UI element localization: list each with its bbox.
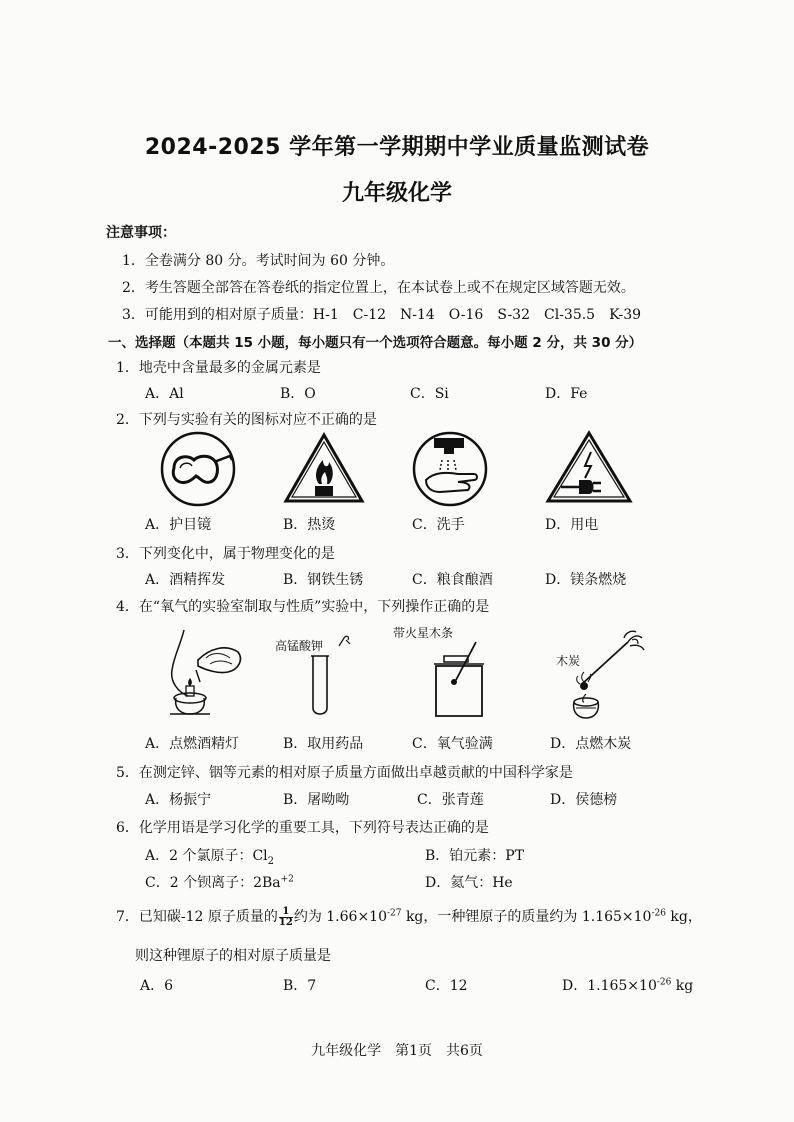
q1-option-a: A．Al [145,386,184,402]
q6-option-c: C．2 个钡离子：$2Ba^{+2}$ [145,874,294,891]
q7-option-a: A．6 [140,978,174,994]
page-footer: 九年级化学 第1页 共6页 [311,1043,483,1059]
q3-option-d: D．镁条燃烧 [545,572,627,588]
burning-charcoal-figure [572,628,652,720]
q3-stem: 3．下列变化中，属于物理变化的是 [116,546,335,562]
q6-option-d: D．氦气：He [425,875,513,891]
q3-option-b: B．钢铁生锈 [283,572,364,588]
note-item-1: 1．全卷满分 80 分。考试时间为 60 分钟。 [122,253,395,269]
q2-option-b: B．热烫 [283,517,336,533]
q3-option-c: C．粮食酿酒 [412,572,493,588]
q5-option-d: D．侯德榜 [550,792,618,808]
electricity-icon [545,430,633,504]
test-tube-figure [308,654,332,718]
q1-option-d: D．Fe [545,386,588,402]
hand-wash-icon [412,430,492,508]
spatula-icon [336,634,356,648]
q2-option-c: C．洗手 [412,517,465,533]
q5-option-a: A．杨振宁 [145,792,212,808]
q3-option-a: A．酒精挥发 [145,572,226,588]
q7-stem: 7．已知碳-12 原子质量的 $\frac{1}{12}$ 约为 $1.66\times 10^{-27}$ kg，一种锂原子的质量约为 $1.165\times 10^{-26}$ kg， [116,905,702,928]
oxygen-test-figure [430,638,496,720]
q7-option-c: C．12 [425,978,468,994]
q6-stem: 6．化学用语是学习化学的重要工具，下列符号表达正确的是 [116,820,489,836]
notes-heading: 注意事项： [106,225,176,241]
q2-option-d: D．用电 [545,517,599,533]
q7-option-b: B．7 [283,978,317,994]
q2-option-a: A．护目镜 [145,517,212,533]
q5-option-b: B．屠呦呦 [283,792,350,808]
q5-option-c: C．张青莲 [417,792,484,808]
q2-stem: 2．下列与实验有关的图标对应不正确的是 [116,412,377,428]
q6-option-a: A．2 个氯原子：$Cl_2$ [145,848,275,867]
section-heading: 一、选择题（本题共 15 小题，每小题只有一个选项符合题意。每小题 2 分，共 30 分） [108,335,643,351]
goggles-icon [158,430,242,508]
q7-stem-continued: 则这种锂原子的相对原子质量是 [135,948,331,964]
fraction: $\frac{1}{12}$ [278,905,293,928]
q4-option-b: B．取用药品 [283,736,364,752]
q4-option-d: D．点燃木炭 [550,736,632,752]
label-potassium-permanganate: 高锰酸钾 [275,639,324,653]
label-charcoal: 木炭 [556,654,581,668]
note-item-2: 2．考生答题全部答在答卷纸的指定位置上，在本试卷上或不在规定区域答题无效。 [122,280,635,296]
q4-option-c: C．氧气验满 [412,736,493,752]
q5-stem: 5．在测定锌、铟等元素的相对原子质量方面做出卓越贡献的中国科学家是 [116,765,573,781]
alcohol-lamp-lighting-figure [160,626,250,718]
q1-option-c: C．Si [410,386,449,402]
q7-option-d: D．$1.165\times 10^{-26}$ kg [562,977,694,994]
exam-title: 2024-2025 学年第一学期期中学业质量监测试卷 [144,135,650,160]
q6-option-b: B．铂元素：PT [425,848,525,864]
q1-option-b: B．O [280,386,316,402]
q4-stem: 4．在“氧气的实验室制取与性质”实验中，下列操作正确的是 [116,599,490,615]
note-item-3: 3．可能用到的相对原子质量：H-1 C-12 N-14 O-16 S-32 Cl-35.5 K-39 [122,307,642,323]
hot-surface-icon [283,432,365,504]
label-glowing-splint: 带火星木条 [393,626,454,640]
q1-stem: 1．地壳中含量最多的金属元素是 [116,360,321,376]
exam-subtitle: 九年级化学 [341,181,452,206]
q4-option-a: A．点燃酒精灯 [145,736,240,752]
